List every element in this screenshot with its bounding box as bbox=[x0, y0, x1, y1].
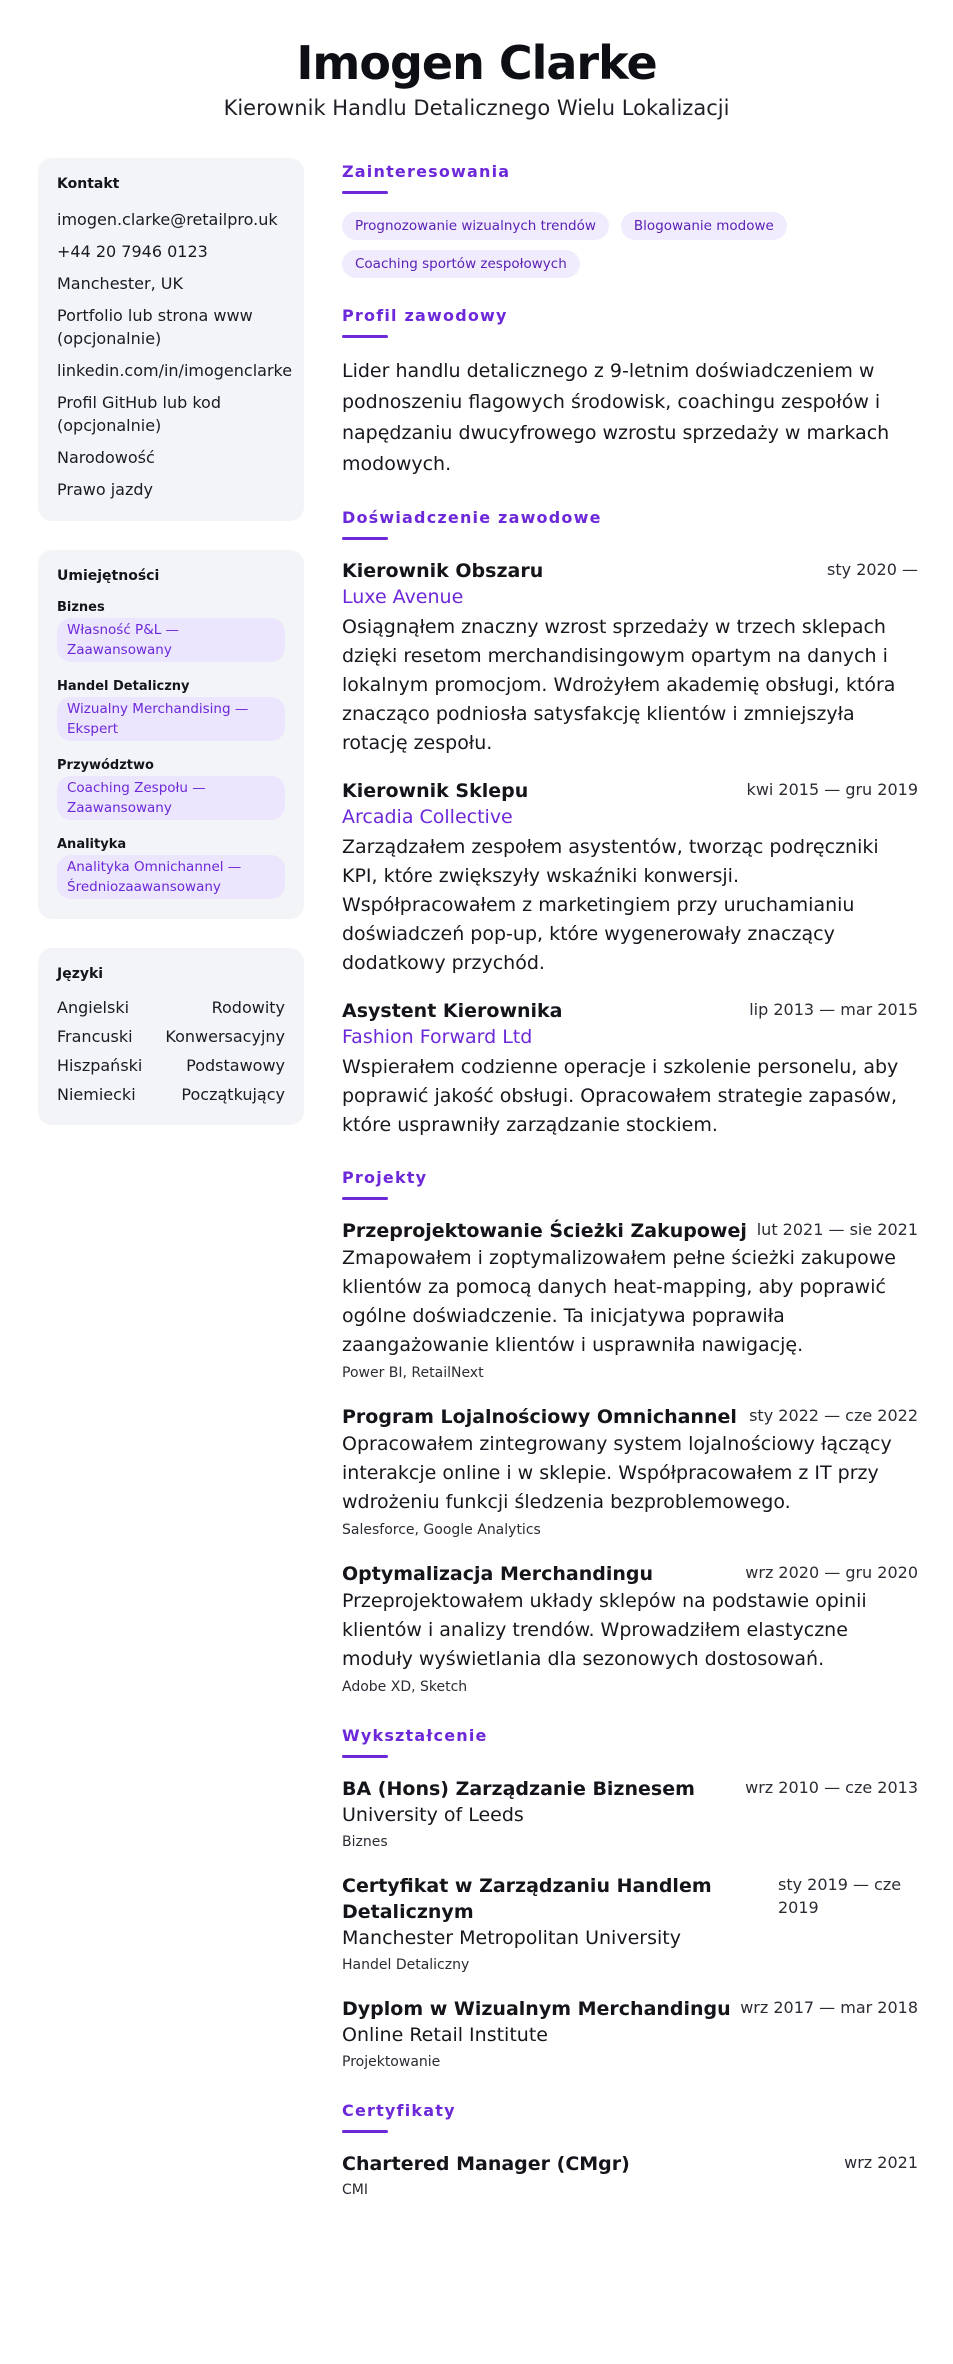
language-level: Podstawowy bbox=[186, 1056, 285, 1075]
profile-summary: Lider handlu detalicznego z 9-letnim doświadczeniem w podnoszeniu flagowych środowisk, coachingu zespołów i napędzaniu dwucyfrowego wzrostu sprzedaży w markach modowych. bbox=[342, 360, 890, 475]
contact-linkedin[interactable]: linkedin.com/in/imogenclarke bbox=[57, 361, 293, 380]
contact-title: Kontakt bbox=[57, 176, 120, 192]
certificate-name: Chartered Manager (CMgr) bbox=[342, 2153, 630, 2175]
item-header bbox=[342, 558, 918, 584]
project-date: wrz 2020 — gru 2020 bbox=[745, 1563, 918, 1582]
project-tools: Power BI, RetailNext bbox=[342, 1365, 484, 1381]
language-level: Konwersacyjny bbox=[165, 1027, 285, 1046]
language-row bbox=[57, 1085, 285, 1105]
section-divider bbox=[342, 537, 388, 540]
language-level: Rodowity bbox=[211, 998, 285, 1017]
skill-pill: Analityka Omnichannel — Średniozaawansowany bbox=[57, 855, 285, 899]
contact-card bbox=[38, 158, 304, 521]
language-row bbox=[57, 1027, 285, 1047]
project-name: Przeprojektowanie Ścieżki Zakupowej bbox=[342, 1220, 747, 1242]
item-header bbox=[342, 1873, 918, 1925]
section-title: Zainteresowania bbox=[342, 162, 511, 181]
sidebar bbox=[38, 158, 304, 2229]
experience-item bbox=[342, 778, 918, 978]
skills-title: Umiejętności bbox=[57, 568, 160, 584]
item-header bbox=[342, 998, 918, 1024]
skill-pill: Coaching Zespołu — Zaawansowany bbox=[57, 776, 285, 820]
certificate-item bbox=[342, 2151, 918, 2201]
education-item bbox=[342, 1873, 918, 1976]
skill-category: Przywództwo bbox=[57, 758, 154, 773]
item-header bbox=[342, 1996, 918, 2022]
skill-category: Analityka bbox=[57, 837, 127, 852]
contact-driving-license: Prawo jazdy bbox=[57, 480, 153, 499]
interests-section bbox=[342, 162, 918, 278]
company-name: Luxe Avenue bbox=[342, 586, 464, 608]
interest-tags bbox=[342, 212, 902, 278]
job-title: Kierownik Sklepu bbox=[342, 780, 529, 802]
project-description: Zmapowałem i zoptymalizowałem pełne ścieżki zakupowe klientów za pomocą danych heat-mapping, aby poprawić ogólne doświadczenie. Ta inicjatywa poprawiła zaangażowanie klientów i usprawniła nawigację. bbox=[342, 1247, 896, 1356]
skill-group bbox=[57, 679, 285, 741]
section-divider bbox=[342, 335, 388, 338]
section-title: Profil zawodowy bbox=[342, 306, 508, 325]
language-row bbox=[57, 1056, 285, 1076]
degree-name: BA (Hons) Zarządzanie Biznesem bbox=[342, 1778, 695, 1800]
candidate-headline: Kierownik Handlu Detalicznego Wielu Lokalizacji bbox=[223, 96, 730, 120]
job-title: Asystent Kierownika bbox=[342, 1000, 563, 1022]
contact-location: Manchester, UK bbox=[57, 274, 183, 293]
language-row bbox=[57, 998, 285, 1018]
job-title: Kierownik Obszaru bbox=[342, 560, 544, 582]
certificate-issuer: CMI bbox=[342, 2182, 368, 2198]
main-content bbox=[342, 158, 918, 2229]
contact-github: Profil GitHub lub kod (opcjonalnie) bbox=[57, 393, 221, 435]
project-tools: Salesforce, Google Analytics bbox=[342, 1522, 541, 1538]
language-name: Angielski bbox=[57, 998, 130, 1017]
project-name: Program Lojalnościowy Omnichannel bbox=[342, 1406, 737, 1428]
section-title: Projekty bbox=[342, 1168, 428, 1187]
certificates-section bbox=[342, 2101, 918, 2201]
languages-title: Języki bbox=[57, 966, 104, 982]
section-divider bbox=[342, 1755, 388, 1758]
skill-category: Biznes bbox=[57, 600, 105, 615]
job-description: Osiągnąłem znaczny wzrost sprzedaży w trzech sklepach dzięki resetom merchandisingowym opartym na danych i lokalnym promocjom. Wdrożyłem akademię obsługi, która znacząco podniosła satysfakcję klientów i zmniejszyła rotację zespołu. bbox=[342, 616, 896, 754]
education-item bbox=[342, 1996, 918, 2073]
degree-name: Certyfikat w Zarządzaniu Handlem Detalicznym bbox=[342, 1875, 712, 1923]
section-title: Certyfikaty bbox=[342, 2101, 456, 2120]
item-header bbox=[342, 1404, 918, 1430]
section-divider bbox=[342, 1197, 388, 1200]
section-title: Wykształcenie bbox=[342, 1726, 488, 1745]
contact-phone[interactable]: +44 20 7946 0123 bbox=[57, 242, 208, 261]
item-header bbox=[342, 1218, 918, 1244]
project-date: lut 2021 — sie 2021 bbox=[756, 1220, 918, 1239]
language-level: Początkujący bbox=[181, 1085, 285, 1104]
section-divider bbox=[342, 2130, 388, 2133]
contact-nationality: Narodowość bbox=[57, 448, 155, 467]
job-date: kwi 2015 — gru 2019 bbox=[746, 780, 918, 799]
job-date: lip 2013 — mar 2015 bbox=[749, 1000, 918, 1019]
school-name: Manchester Metropolitan University bbox=[342, 1927, 681, 1949]
skill-group bbox=[57, 758, 285, 820]
certificate-date: wrz 2021 bbox=[844, 2153, 918, 2172]
interest-tag: Coaching sportów zespołowych bbox=[342, 250, 580, 278]
resume-header bbox=[0, 0, 953, 122]
job-description: Wspierałem codzienne operacje i szkolenie personelu, aby poprawić jakość obsługi. Opracowałem strategie zapasów, które usprawniły zarządzanie stockiem. bbox=[342, 1056, 899, 1136]
project-date: sty 2022 — cze 2022 bbox=[749, 1406, 918, 1425]
interest-tag: Prognozowanie wizualnych trendów bbox=[342, 212, 609, 240]
contact-list bbox=[57, 208, 293, 501]
project-item bbox=[342, 1218, 918, 1384]
skill-group bbox=[57, 837, 285, 899]
resume-body bbox=[38, 158, 918, 2229]
project-description: Opracowałem zintegrowany system lojalnościowy łączący interakcje online i w sklepie. Współpracowałem z IT przy wdrożeniu funkcji śledzenia bezproblemowego. bbox=[342, 1433, 892, 1513]
interest-tag: Blogowanie modowe bbox=[621, 212, 787, 240]
skill-group bbox=[57, 600, 285, 662]
company-name: Fashion Forward Ltd bbox=[342, 1026, 533, 1048]
field-of-study: Projektowanie bbox=[342, 2054, 441, 2070]
language-name: Niemiecki bbox=[57, 1085, 136, 1104]
projects-section bbox=[342, 1168, 918, 1698]
language-name: Hiszpański bbox=[57, 1056, 143, 1075]
education-item bbox=[342, 1776, 918, 1853]
skill-category: Handel Detaliczny bbox=[57, 679, 190, 694]
school-name: University of Leeds bbox=[342, 1804, 524, 1826]
item-header bbox=[342, 2151, 918, 2177]
job-date: sty 2020 — bbox=[827, 560, 918, 579]
job-description: Zarządzałem zespołem asystentów, tworząc podręczniki KPI, które zwiększyły wskaźniki konwersji. Współpracowałem z marketingiem przy uruchamianiu doświadczeń pop-up, które wygenerowały znaczący dodatkowy przychód. bbox=[342, 836, 879, 974]
skill-pill: Własność P&L — Zaawansowany bbox=[57, 618, 285, 662]
field-of-study: Handel Detaliczny bbox=[342, 1957, 470, 1973]
contact-portfolio: Portfolio lub strona www (opcjonalnie) bbox=[57, 306, 253, 348]
skill-pill: Wizualny Merchandising — Ekspert bbox=[57, 697, 285, 741]
contact-email[interactable]: imogen.clarke@retailpro.uk bbox=[57, 210, 278, 229]
skills-card bbox=[38, 550, 304, 919]
languages-card bbox=[38, 948, 304, 1125]
section-divider bbox=[342, 191, 388, 194]
experience-item bbox=[342, 558, 918, 758]
degree-name: Dyplom w Wizualnym Merchandingu bbox=[342, 1998, 731, 2020]
item-header bbox=[342, 1561, 918, 1587]
project-item bbox=[342, 1561, 918, 1698]
project-name: Optymalizacja Merchandingu bbox=[342, 1563, 654, 1585]
section-title: Doświadczenie zawodowe bbox=[342, 508, 602, 527]
language-name: Francuski bbox=[57, 1027, 133, 1046]
experience-item bbox=[342, 998, 918, 1140]
school-name: Online Retail Institute bbox=[342, 2024, 548, 2046]
education-date: wrz 2010 — cze 2013 bbox=[745, 1778, 918, 1797]
item-header bbox=[342, 778, 918, 804]
company-name: Arcadia Collective bbox=[342, 806, 513, 828]
experience-section bbox=[342, 508, 918, 1140]
candidate-name: Imogen Clarke bbox=[296, 36, 657, 90]
project-item bbox=[342, 1404, 918, 1541]
education-date: sty 2019 — cze 2019 bbox=[778, 1875, 902, 1917]
project-tools: Adobe XD, Sketch bbox=[342, 1679, 468, 1695]
education-section bbox=[342, 1726, 918, 2073]
education-date: wrz 2017 — mar 2018 bbox=[740, 1998, 918, 2017]
item-header bbox=[342, 1776, 918, 1802]
project-description: Przeprojektowałem układy sklepów na podstawie opinii klientów i analizy trendów. Wprowadziłem elastyczne moduły wyświetlania dla sezonowych dostosowań. bbox=[342, 1590, 867, 1670]
field-of-study: Biznes bbox=[342, 1834, 388, 1850]
profile-section bbox=[342, 306, 918, 480]
